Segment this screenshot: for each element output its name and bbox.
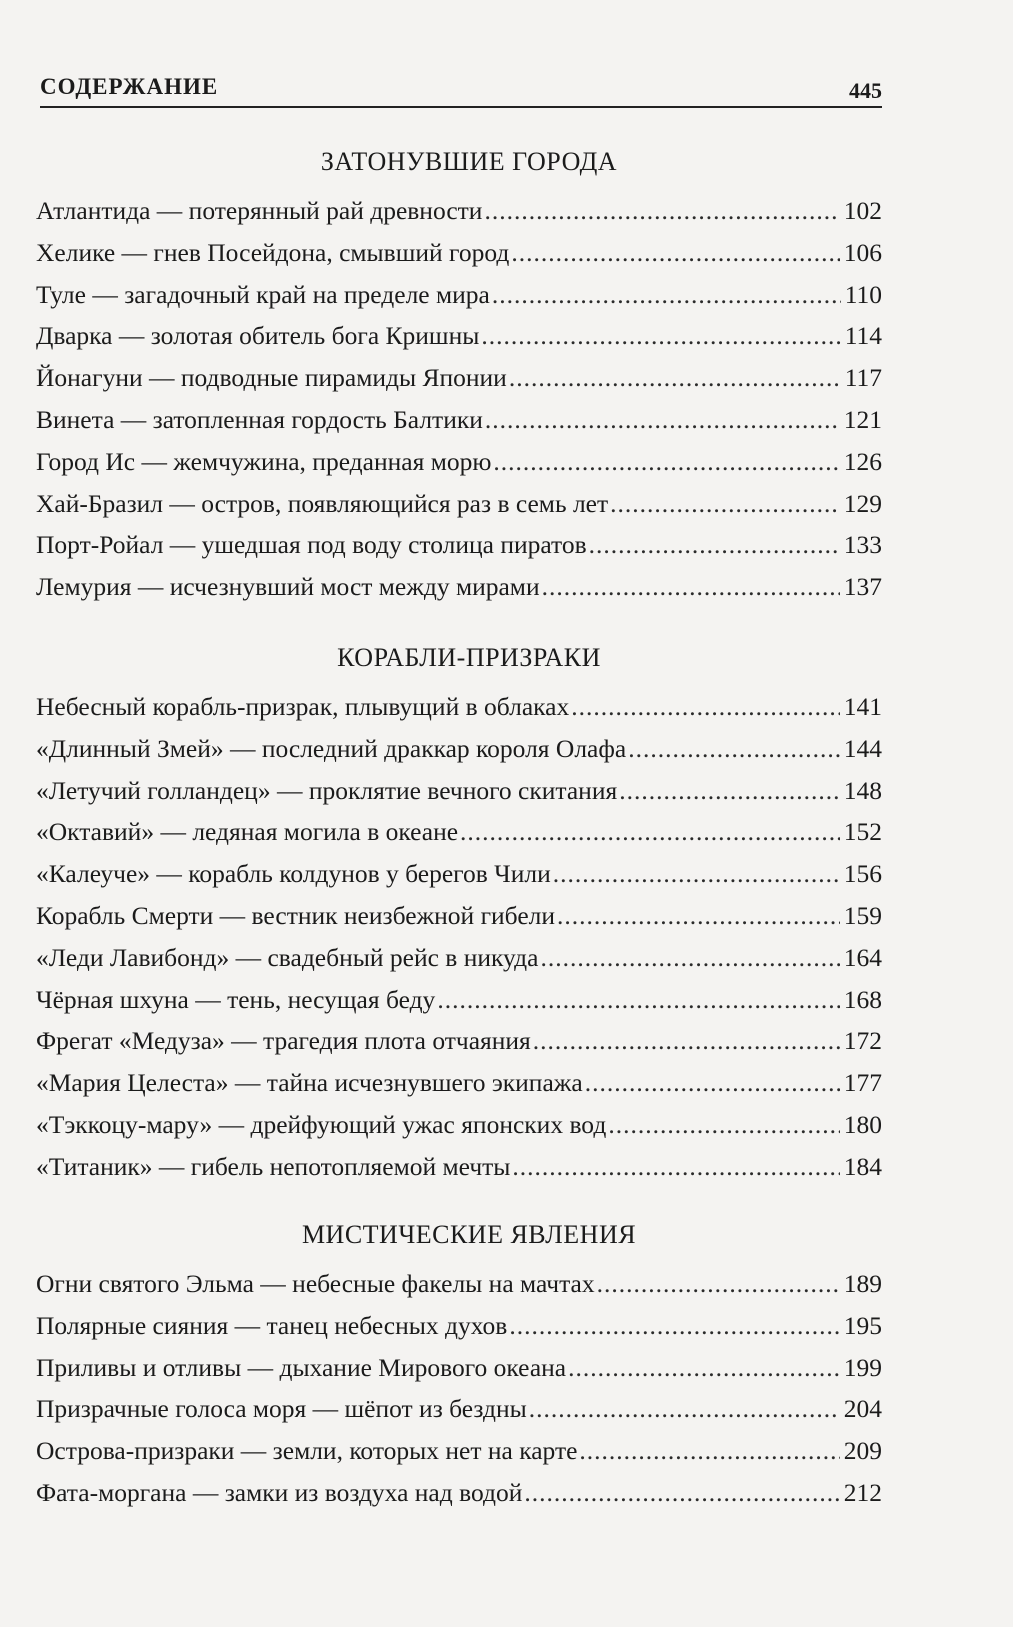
toc-entry xyxy=(36,1353,882,1395)
dot-leader xyxy=(585,1068,840,1098)
section-title: МИСТИЧЕСКИЕ ЯВЛЕНИЯ xyxy=(301,1220,637,1249)
dot-leader xyxy=(610,489,840,519)
entry-title: «Летучий голландец» — проклятие вечного скитания xyxy=(36,775,618,805)
toc-entry xyxy=(36,238,882,280)
entry-title: Йонагуни — подводные пирамиды Японии xyxy=(36,363,507,393)
entry-page: 126 xyxy=(843,446,882,476)
entry-page: 199 xyxy=(843,1352,882,1382)
toc-entry-list xyxy=(36,692,882,1194)
toc-entry xyxy=(36,1152,882,1194)
entry-title: Чёрная шхуна — тень, несущая беду xyxy=(36,984,436,1014)
dot-leader xyxy=(628,734,840,764)
toc-entry xyxy=(36,1478,882,1520)
toc-entry xyxy=(36,1068,882,1110)
entry-page: 212 xyxy=(843,1477,882,1507)
toc-entry xyxy=(36,280,882,322)
entry-title: Город Ис — жемчужина, преданная морю xyxy=(36,446,492,476)
toc-entry xyxy=(36,776,882,818)
dot-leader xyxy=(553,859,840,889)
entry-title: «Тэккоцу-мару» — дрейфующий ужас японских вод xyxy=(36,1109,607,1139)
entry-page: 137 xyxy=(843,572,882,602)
entry-page: 172 xyxy=(843,1026,882,1056)
toc-section-ghost-ships xyxy=(36,638,882,1194)
dot-leader xyxy=(568,1353,840,1383)
dot-leader xyxy=(524,1478,839,1508)
entry-title: «Титаник» — гибель непотопляемой мечты xyxy=(36,1151,511,1181)
entry-title: Фата-моргана — замки из воздуха над водой xyxy=(36,1477,523,1507)
dot-leader xyxy=(589,530,840,560)
toc-entry xyxy=(36,943,882,985)
entry-title: Порт-Ройал — ушедшая под воду столица пиратов xyxy=(36,530,587,560)
toc-entry xyxy=(36,572,882,614)
entry-page: 195 xyxy=(843,1310,882,1340)
entry-page: 189 xyxy=(843,1269,882,1298)
toc-entry xyxy=(36,985,882,1027)
section-title: ЗАТОНУВШИЕ ГОРОДА xyxy=(320,147,618,176)
dot-leader xyxy=(460,817,840,847)
dot-leader xyxy=(481,321,840,351)
entry-page: 209 xyxy=(843,1436,882,1466)
entry-title: Фрегат «Медуза» — трагедия плота отчаяния xyxy=(36,1026,531,1056)
entry-page: 133 xyxy=(843,530,882,560)
toc-entry xyxy=(36,817,882,859)
toc-entry xyxy=(36,1394,882,1436)
entry-page: 102 xyxy=(843,196,882,225)
entry-page: 148 xyxy=(843,775,882,805)
dot-leader xyxy=(484,196,839,226)
entry-title: Хелике — гнев Посейдона, смывший город xyxy=(36,237,510,267)
entry-page: 177 xyxy=(843,1068,882,1098)
entry-page: 156 xyxy=(843,859,882,889)
toc-entry xyxy=(36,489,882,531)
entry-title: «Октавий» — ледяная могила в океане xyxy=(36,817,459,847)
entry-page: 114 xyxy=(844,321,882,351)
section-title: КОРАБЛИ-ПРИЗРАКИ xyxy=(337,643,601,672)
entry-title: Атлантида — потерянный рай древности xyxy=(36,196,483,225)
entry-page: 168 xyxy=(843,984,882,1014)
dot-leader xyxy=(511,238,839,268)
entry-page: 110 xyxy=(844,279,882,309)
entry-title: Огни святого Эльма — небесные факелы на мачтах xyxy=(36,1269,595,1298)
entry-page: 204 xyxy=(843,1394,882,1424)
dot-leader xyxy=(542,572,840,602)
dot-leader xyxy=(485,405,840,435)
entry-title: Приливы и отливы — дыхание Мирового океана xyxy=(36,1352,567,1382)
entry-page: 144 xyxy=(843,733,882,763)
running-title: СОДЕРЖАНИЕ xyxy=(40,74,219,99)
dot-leader xyxy=(619,776,840,806)
dot-leader xyxy=(509,363,841,393)
toc-entry xyxy=(36,321,882,363)
toc-entry xyxy=(36,901,882,943)
entry-title: «Мария Целеста» — тайна исчезнувшего экипажа xyxy=(36,1068,583,1098)
entry-page: 121 xyxy=(843,404,882,434)
toc-entry xyxy=(36,1436,882,1478)
entry-title: «Леди Лавибонд» — свадебный рейс в никуда xyxy=(36,942,539,972)
entry-title: Острова-призраки — земли, которых нет на карте xyxy=(36,1436,578,1466)
entry-title: Полярные сияния — танец небесных духов xyxy=(36,1310,508,1340)
entry-title: Хай-Бразил — остров, появляющийся раз в семь лет xyxy=(36,488,609,518)
dot-leader xyxy=(492,280,841,310)
toc-section-mystic-phenomena xyxy=(36,1215,882,1520)
toc-entry xyxy=(36,196,882,238)
toc-entry xyxy=(36,859,882,901)
dot-leader xyxy=(557,901,840,931)
toc-entry xyxy=(36,1110,882,1152)
dot-leader xyxy=(437,985,839,1015)
dot-leader xyxy=(608,1110,839,1140)
dot-leader xyxy=(529,1394,840,1424)
running-header xyxy=(40,70,882,108)
toc-entry xyxy=(36,1026,882,1068)
entry-title: Винета — затопленная гордость Балтики xyxy=(36,404,483,434)
entry-page: 129 xyxy=(843,488,882,518)
dot-leader xyxy=(579,1436,839,1466)
dot-leader xyxy=(493,447,839,477)
entry-page: 180 xyxy=(843,1109,882,1139)
entry-page: 159 xyxy=(843,900,882,930)
entry-title: Дварка — золотая обитель бога Кришны xyxy=(36,321,480,351)
page-number: 445 xyxy=(849,78,882,103)
entry-page: 141 xyxy=(843,692,882,721)
entry-title: Призрачные голоса моря — шёпот из бездны xyxy=(36,1394,527,1424)
toc-entry xyxy=(36,692,882,734)
toc-entry xyxy=(36,447,882,489)
entry-title: Туле — загадочный край на пределе мира xyxy=(36,279,490,309)
dot-leader xyxy=(540,943,839,973)
entry-title: Корабль Смерти — вестник неизбежной гибели xyxy=(36,900,556,930)
entry-page: 106 xyxy=(843,237,882,267)
entry-page: 184 xyxy=(843,1151,882,1181)
toc-entry xyxy=(36,405,882,447)
entry-page: 117 xyxy=(844,363,882,393)
entry-title: «Длинный Змей» — последний драккар короля Олафа xyxy=(36,733,627,763)
entry-page: 152 xyxy=(843,817,882,847)
dot-leader xyxy=(533,1026,840,1056)
toc-entry-list xyxy=(36,196,882,614)
dot-leader xyxy=(509,1311,839,1341)
toc-section-sunken-cities xyxy=(36,142,882,614)
dot-leader xyxy=(512,1152,839,1182)
toc-entry-list xyxy=(36,1269,882,1520)
toc-entry xyxy=(36,734,882,776)
entry-title: Лемурия — исчезнувший мост между мирами xyxy=(36,572,540,602)
toc-entry xyxy=(36,1311,882,1353)
toc-entry xyxy=(36,530,882,572)
entry-title: «Калеуче» — корабль колдунов у берегов Чили xyxy=(36,859,551,889)
entry-page: 164 xyxy=(843,942,882,972)
toc-entry xyxy=(36,1269,882,1311)
entry-title: Небесный корабль-призрак, плывущий в облаках xyxy=(36,692,570,721)
dot-leader xyxy=(571,692,840,722)
dot-leader xyxy=(597,1269,840,1299)
toc-entry xyxy=(36,363,882,405)
